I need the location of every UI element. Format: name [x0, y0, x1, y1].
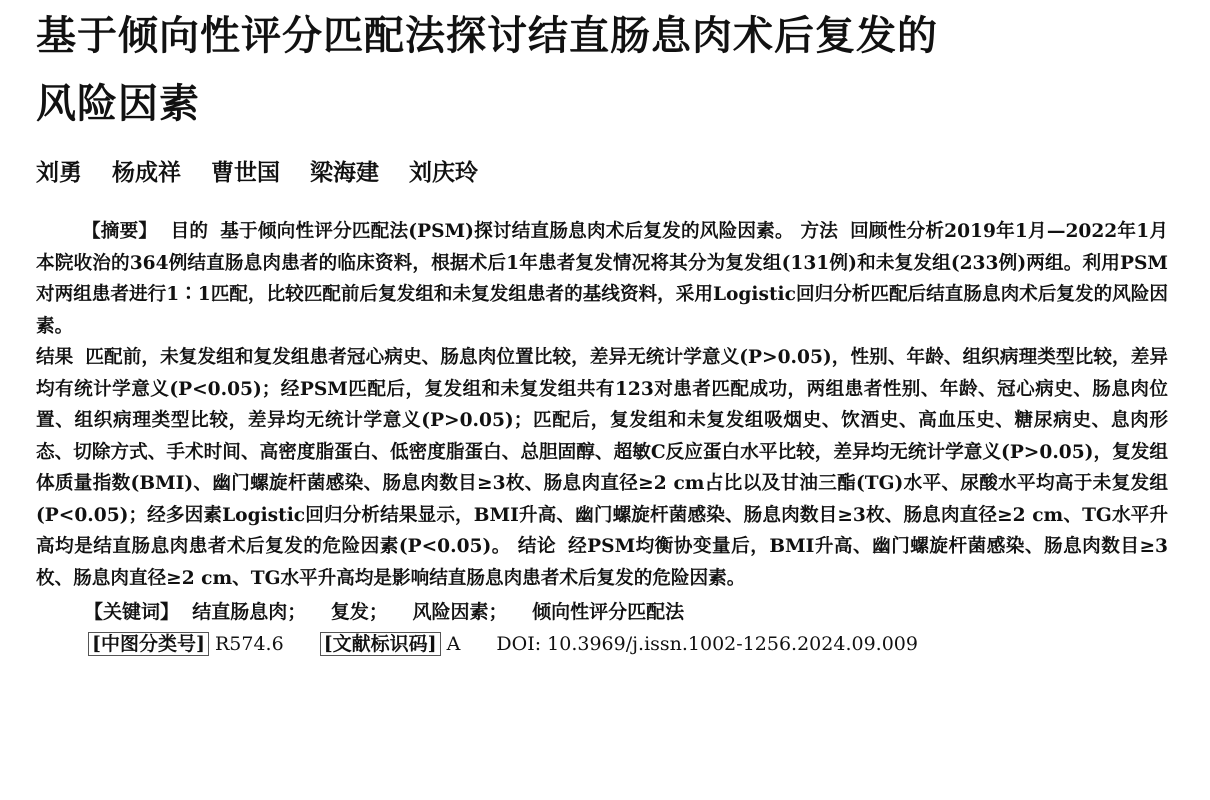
- objective-label: 目的: [170, 221, 209, 242]
- results-label: 结果: [36, 347, 74, 368]
- title-line-2: 风险因素: [36, 81, 200, 127]
- paper-title: [36, 0, 1168, 138]
- author: 曹世国: [211, 160, 280, 186]
- keywords-line: [36, 596, 1168, 628]
- keywords-label: 【关键词】: [84, 601, 180, 623]
- author-list: [36, 154, 1168, 184]
- keyword: 倾向性评分匹配法: [532, 601, 685, 623]
- clc-value: R574.6: [214, 633, 284, 655]
- author: 刘勇: [36, 160, 82, 186]
- methods-label: 方法: [800, 221, 839, 242]
- abstract-paragraph: [36, 216, 1168, 594]
- keyword: 风险因素；: [412, 601, 508, 623]
- keyword: 结直肠息肉；: [192, 601, 307, 623]
- clc-label: [中图分类号]: [88, 632, 209, 656]
- abstract-label: 【摘要】: [82, 221, 158, 242]
- title-line-1: 基于倾向性评分匹配法探讨结直肠息肉术后复发的: [36, 13, 938, 59]
- results-text: 匹配前，未复发组和复发组患者冠心病史、肠息肉位置比较，差异无统计学意义(P>0.05)，性别、年龄、组织病理类型比较，差异均有统计学意义(P<0.05)；经PSM匹配后，复发组和未复发组共有123对患者匹配成功，两组患者性别、年龄、冠心病史、肠息肉位置、组织病理类型比较，差异均无统计学意义(P>0.05)；匹配后，复发组和未复发组吸烟史、饮酒史、高血压史、糖尿病史、息肉形态、切除方式、手术时间、高密度脂蛋白、低密度脂蛋白、总胆固醇、超敏C反应蛋白水平比较，差异均无统计学意义(P>0.05)，复发组体质量指数(BMI)、幽门螺旋杆菌感染、肠息肉数目≥3枚、肠息肉直径≥2 cm占比以及甘油三酯(TG)水平、尿酸水平均高于未复发组(P<0.05)；经多因素Logistic回归分析结果显示，BMI升高、幽门螺旋杆菌感染、肠息肉数目≥3枚、肠息肉直径≥2 cm、TG水平升高均是结直肠息肉患者术后复发的危险因素(P<0.05)。: [36, 347, 1168, 557]
- classification-line: [36, 629, 1168, 659]
- methods-text: 回顾性分析2019年1月—2022年1月本院收治的364例结直肠息肉患者的临床资料，根据术后1年患者复发情况将其分为复发组(131例)和未复发组(233例)两组。利用PSM对两组患者进行1∶1匹配，比较匹配前后复发组和未复发组患者的基线资料，采用Logistic回归分析匹配后结直肠息肉术后复发的风险因素。: [36, 221, 1168, 337]
- author: 刘庆玲: [409, 160, 478, 186]
- doc-code-label: [文献标识码]: [320, 632, 441, 656]
- objective-text: 基于倾向性评分匹配法(PSM)探讨结直肠息肉术后复发的风险因素。: [220, 221, 794, 242]
- author: 杨成祥: [112, 160, 181, 186]
- conclusion-text: 经PSM均衡协变量后，BMI升高、幽门螺旋杆菌感染、肠息肉数目≥3枚、肠息肉直径≥2 cm、TG水平升高均是影响结直肠息肉患者术后复发的危险因素。: [36, 536, 1168, 589]
- author: 梁海建: [310, 160, 379, 186]
- doc-code-value: A: [446, 633, 461, 655]
- doi-text: DOI: 10.3969/j.issn.1002-1256.2024.09.009: [496, 633, 918, 655]
- conclusion-label: 结论: [517, 536, 557, 557]
- abstract: [36, 216, 1168, 594]
- keyword: 复发；: [330, 601, 388, 623]
